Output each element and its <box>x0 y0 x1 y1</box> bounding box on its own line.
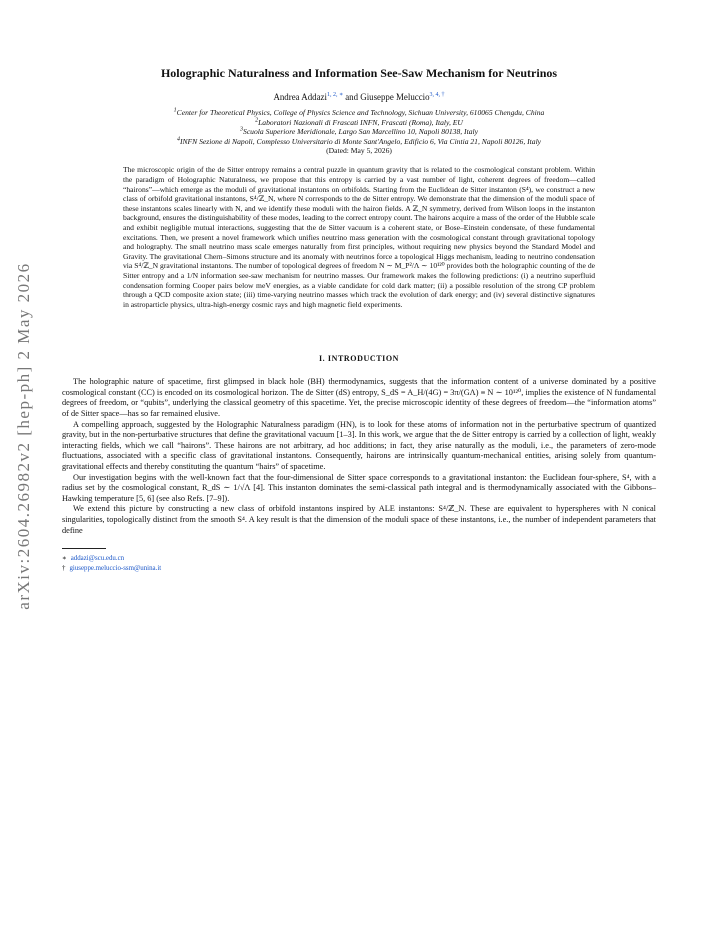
paragraph: The holographic nature of spacetime, first glimpsed in black hole (BH) thermodynamics, suggests that the information content of a universe dominated by a positive cosmological constant (CC) is encoded on its cosmological horizon. The de Sitter (dS) entropy, S_dS = A_H/(4G) = 3π/(GΛ) ≡ N ∼ 10¹²⁰, implies the existence of N fundamental degrees of freedom, or “qubits”, underlying the classical geometry of this spacetime. Yet, the precise microscopic identity of these degrees of freedom—the “information atoms” of de Sitter space—has so far remained elusive. <box>62 377 656 419</box>
author-name: Andrea Addazi <box>273 92 327 102</box>
affiliation: $^4$INFN Sezione di Napoli, Complesso Universitario di Monte Sant'Angelo, Edificio 6, Via Cintia 21, Napoli 80126, Italy <box>176 136 542 146</box>
author-name: Giuseppe Meluccio <box>360 92 430 102</box>
author-marks[interactable]: 1, 2, ∗ <box>326 92 344 99</box>
arxiv-stamp: arXiv:2604.26982v2 [hep-ph] 2 May 2026 <box>14 262 33 610</box>
footnote: † giuseppe.meluccio-ssm@unina.it <box>62 565 162 573</box>
footnote: ∗ addazi@scu.edu.cn <box>62 555 125 563</box>
arxiv-stamp-container <box>6 256 42 616</box>
email-link[interactable]: addazi@scu.edu.cn <box>70 555 125 563</box>
paper-page <box>62 0 656 574</box>
affiliation: $^2$Laboratori Nazionali di Frascati INFN, Frascati (Roma), Italy, EU <box>255 117 463 127</box>
abstract: The microscopic origin of the de Sitter entropy remains a central puzzle in quantum gravity that is related to the cosmological constant problem. Within the paradigm of Holographic Naturalness, we propose that this entropy is carried by a vast number of light, coherent degrees of freedom—called “hairons”—which emerge as the moduli of gravitational instantons on orbifolds. Starting from the Euclidean de Sitter instanton (S⁴), we construct a new class of orbifold gravitational instantons, S⁴/ℤ_N, where N corresponds to the de Sitter entropy. We demonstrate that the dimension of the moduli space of these instantons scales linearly with N, and we identify these moduli with the hairon fields. A ℤ_N symmetry, derived from Wilson loops in the instanton background, ensures the distinguishability of these modes, leading to the correct entropy count. The hairons acquire a mass of the order of the Hubble scale and exhibit negligible mutual interactions, suggesting that the de Sitter vacuum is a coherent state, or Bose–Einstein condensate, of these fundamental excitations. Then, we present a novel framework which unifies neutrino mass generation with the cosmological constant through gravitational topology and holography. The small neutrino mass scale emerges naturally from first principles, without requiring new physics beyond the Standard Model and Gravity. The gravitational Chern–Simons structure and its anomaly with neutrinos force a topological Higgs mechanism, leading to neutrino condensation via S⁴/ℤ_N gravitational instantons. The number of topological degrees of freedom N ∼ M_P²/Λ ∼ 10¹²⁰ provides both the holographic counting of the de Sitter entropy and a 1/N information see-saw mechanism for neutrino masses. Our framework makes the following predictions: (i) a neutrino superfluid condensation forming Cooper pairs below meV energies, as a viable candidate for cold dark matter; (ii) a possible resolution of the strong CP problem through a QCD composite axion state; (iii) time-varying neutrino masses which track the evolution of dark energy; and (iv) several distinctive signatures in astroparticle physics, ultra-high-energy cosmic rays and high magnetic field experiments. <box>123 165 596 309</box>
author-line <box>62 92 656 103</box>
paragraph: Our investigation begins with the well-known fact that the four-dimensional de Sitter space corresponds to a gravitational instanton: the Euclidean four-sphere, S⁴, with a radius set by the cosmological constant, R_dS ∼ 1/√Λ [4]. This instanton dominates the semi-classical path integral and is thermodynamically associated with the Gibbons–Hawking temperature [5, 6] (see also Refs. [7–9]). <box>62 472 656 503</box>
paragraph: We extend this picture by constructing a new class of orbifold instantons inspired by ALE instantons: S⁴/ℤ_N. These are equivalent to hyperspheres with N conical singularities, topologically distinct from the smooth S⁴. A key result is that the dimension of the moduli space of these instantons, i.e., the number of independent parameters that define <box>62 504 656 535</box>
author-marks[interactable]: 3, 4, † <box>429 92 445 99</box>
footnotes <box>62 554 656 574</box>
affiliations <box>62 108 656 146</box>
affiliation: $^1$Center for Theoretical Physics, College of Physics Science and Technology, Sichuan University, 610065 Chengdu, China <box>173 107 545 117</box>
email-link[interactable]: giuseppe.meluccio-ssm@unina.it <box>69 565 162 573</box>
paragraph: A compelling approach, suggested by the Holographic Naturalness paradigm (HN), is to look for these atoms of information not in the perturbative spectrum of quantized gravity, but in the non-perturbative structures that define the gravitational vacuum [1–3]. In this work, we argue that the de Sitter entropy is carried by a collection of light, weakly interacting fields, which we call “hairons”. These hairons are not arbitrary, ad hoc additions; in fact, they arise naturally as the moduli, i.e., the parameters of zero-mode fluctuations, associated with a specific class of gravitational instantons. Consequently, hairons are intrinsically quantum-mechanical entities, arising solely from quantum-gravitational effects and thereby constituting the quantum “hairs” of spacetime. <box>62 419 656 472</box>
affiliation: $^3$Scuola Superiore Meridionale, Largo San Marcellino 10, Napoli 80138, Italy <box>240 126 478 137</box>
section-heading: I. INTRODUCTION <box>318 354 400 364</box>
paper-title: Holographic Naturalness and Information See-Saw Mechanism for Neutrinos <box>160 66 558 80</box>
date-line: (Dated: May 5, 2026) <box>326 146 392 156</box>
body-text <box>62 377 656 536</box>
footnote-rule <box>62 548 106 549</box>
author-connector: and <box>345 92 359 102</box>
